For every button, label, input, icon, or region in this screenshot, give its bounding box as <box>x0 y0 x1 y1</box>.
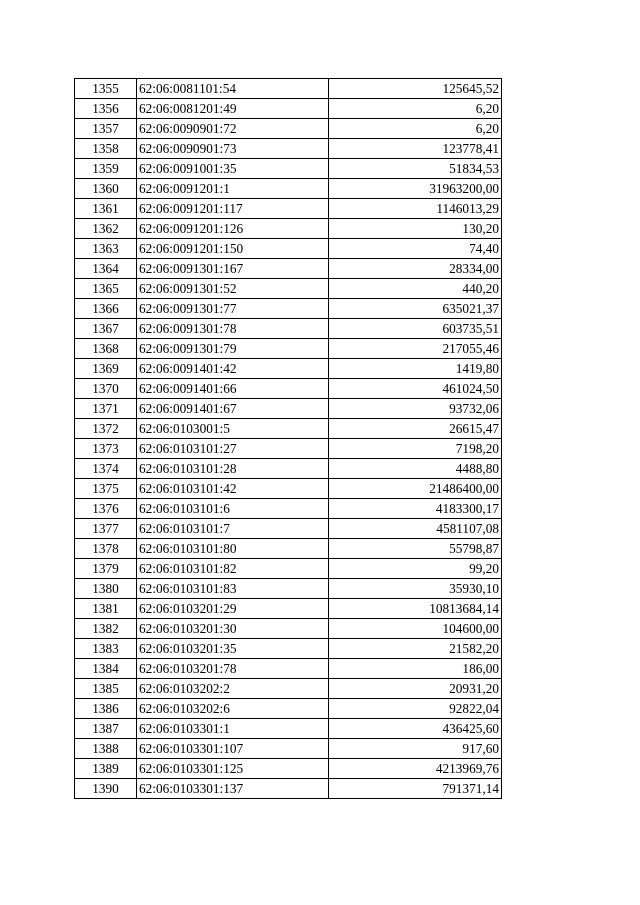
cadastral-number-cell: 62:06:0103301:137 <box>137 779 329 799</box>
table-row <box>75 239 502 259</box>
cadastral-value-cell: 917,60 <box>329 739 502 759</box>
cadastral-value-cell: 104600,00 <box>329 619 502 639</box>
row-number-cell: 1380 <box>75 579 137 599</box>
cadastral-value-cell: 21582,20 <box>329 639 502 659</box>
row-number-cell: 1359 <box>75 159 137 179</box>
table-row <box>75 699 502 719</box>
cadastral-value-cell: 21486400,00 <box>329 479 502 499</box>
row-number-cell: 1381 <box>75 599 137 619</box>
row-number-cell: 1387 <box>75 719 137 739</box>
cadastral-number-cell: 62:06:0103301:1 <box>137 719 329 739</box>
row-number-cell: 1389 <box>75 759 137 779</box>
cadastral-value-cell: 4183300,17 <box>329 499 502 519</box>
row-number-cell: 1386 <box>75 699 137 719</box>
cadastral-number-cell: 62:06:0091401:66 <box>137 379 329 399</box>
row-number-cell: 1360 <box>75 179 137 199</box>
cadastral-value-cell: 440,20 <box>329 279 502 299</box>
cadastral-number-cell: 62:06:0103101:83 <box>137 579 329 599</box>
row-number-cell: 1390 <box>75 779 137 799</box>
cadastral-value-cell: 4488,80 <box>329 459 502 479</box>
table-row <box>75 339 502 359</box>
table-row <box>75 459 502 479</box>
cadastral-value-cell: 603735,51 <box>329 319 502 339</box>
table-row <box>75 759 502 779</box>
cadastral-value-cell: 51834,53 <box>329 159 502 179</box>
cadastral-number-cell: 62:06:0103001:5 <box>137 419 329 439</box>
row-number-cell: 1358 <box>75 139 137 159</box>
cadastral-value-cell: 1419,80 <box>329 359 502 379</box>
document-page <box>74 78 501 799</box>
cadastral-value-cell: 1146013,29 <box>329 199 502 219</box>
cadastral-value-cell: 130,20 <box>329 219 502 239</box>
cadastral-number-cell: 62:06:0103202:6 <box>137 699 329 719</box>
cadastral-number-cell: 62:06:0103101:82 <box>137 559 329 579</box>
table-row <box>75 179 502 199</box>
row-number-cell: 1365 <box>75 279 137 299</box>
cadastral-value-cell: 99,20 <box>329 559 502 579</box>
row-number-cell: 1355 <box>75 79 137 99</box>
cadastral-value-cell: 93732,06 <box>329 399 502 419</box>
row-number-cell: 1362 <box>75 219 137 239</box>
table-row <box>75 359 502 379</box>
cadastral-number-cell: 62:06:0091301:78 <box>137 319 329 339</box>
table-row <box>75 439 502 459</box>
table-row <box>75 739 502 759</box>
cadastral-value-cell: 461024,50 <box>329 379 502 399</box>
cadastral-value-cell: 123778,41 <box>329 139 502 159</box>
cadastral-value-cell: 10813684,14 <box>329 599 502 619</box>
cadastral-number-cell: 62:06:0103201:30 <box>137 619 329 639</box>
table-row <box>75 639 502 659</box>
row-number-cell: 1369 <box>75 359 137 379</box>
cadastral-number-cell: 62:06:0091401:67 <box>137 399 329 419</box>
cadastral-value-cell: 4213969,76 <box>329 759 502 779</box>
cadastral-number-cell: 62:06:0103101:6 <box>137 499 329 519</box>
table-row <box>75 79 502 99</box>
cadastral-number-cell: 62:06:0103201:78 <box>137 659 329 679</box>
row-number-cell: 1375 <box>75 479 137 499</box>
cadastral-number-cell: 62:06:0103101:28 <box>137 459 329 479</box>
cadastral-number-cell: 62:06:0091201:1 <box>137 179 329 199</box>
table-row <box>75 139 502 159</box>
cadastral-value-cell: 74,40 <box>329 239 502 259</box>
table-row <box>75 159 502 179</box>
table-row <box>75 319 502 339</box>
cadastral-number-cell: 62:06:0091301:52 <box>137 279 329 299</box>
table-row <box>75 579 502 599</box>
row-number-cell: 1384 <box>75 659 137 679</box>
row-number-cell: 1383 <box>75 639 137 659</box>
cadastral-value-cell: 436425,60 <box>329 719 502 739</box>
cadastral-value-cell: 6,20 <box>329 119 502 139</box>
cadastral-number-cell: 62:06:0091401:42 <box>137 359 329 379</box>
cadastral-number-cell: 62:06:0103101:80 <box>137 539 329 559</box>
table-row <box>75 619 502 639</box>
row-number-cell: 1368 <box>75 339 137 359</box>
cadastral-number-cell: 62:06:0103301:107 <box>137 739 329 759</box>
table-row <box>75 779 502 799</box>
cadastral-value-cell: 92822,04 <box>329 699 502 719</box>
cadastral-value-cell: 55798,87 <box>329 539 502 559</box>
row-number-cell: 1371 <box>75 399 137 419</box>
cadastral-value-cell: 186,00 <box>329 659 502 679</box>
cadastral-value-cell: 125645,52 <box>329 79 502 99</box>
table-row <box>75 499 502 519</box>
row-number-cell: 1385 <box>75 679 137 699</box>
cadastral-number-cell: 62:06:0103101:27 <box>137 439 329 459</box>
cadastral-number-cell: 62:06:0103202:2 <box>137 679 329 699</box>
table-row <box>75 679 502 699</box>
row-number-cell: 1378 <box>75 539 137 559</box>
row-number-cell: 1379 <box>75 559 137 579</box>
table-row <box>75 119 502 139</box>
cadastral-value-cell: 31963200,00 <box>329 179 502 199</box>
row-number-cell: 1388 <box>75 739 137 759</box>
table-row <box>75 479 502 499</box>
table-row <box>75 419 502 439</box>
row-number-cell: 1356 <box>75 99 137 119</box>
cadastral-number-cell: 62:06:0091301:77 <box>137 299 329 319</box>
cadastral-number-cell: 62:06:0103301:125 <box>137 759 329 779</box>
cadastral-number-cell: 62:06:0091201:126 <box>137 219 329 239</box>
table-row <box>75 379 502 399</box>
table-body <box>75 79 502 799</box>
cadastral-number-cell: 62:06:0091201:150 <box>137 239 329 259</box>
row-number-cell: 1370 <box>75 379 137 399</box>
row-number-cell: 1364 <box>75 259 137 279</box>
table-row <box>75 99 502 119</box>
cadastral-value-cell: 26615,47 <box>329 419 502 439</box>
table-row <box>75 659 502 679</box>
cadastral-number-cell: 62:06:0103101:7 <box>137 519 329 539</box>
row-number-cell: 1367 <box>75 319 137 339</box>
cadastral-value-cell: 7198,20 <box>329 439 502 459</box>
cadastral-value-cell: 217055,46 <box>329 339 502 359</box>
table-row <box>75 399 502 419</box>
table-row <box>75 539 502 559</box>
cadastral-number-cell: 62:06:0091201:117 <box>137 199 329 219</box>
cadastral-value-cell: 35930,10 <box>329 579 502 599</box>
row-number-cell: 1357 <box>75 119 137 139</box>
cadastral-number-cell: 62:06:0090901:73 <box>137 139 329 159</box>
cadastral-value-cell: 6,20 <box>329 99 502 119</box>
row-number-cell: 1361 <box>75 199 137 219</box>
table-row <box>75 599 502 619</box>
cadastral-value-table <box>74 78 502 799</box>
row-number-cell: 1376 <box>75 499 137 519</box>
cadastral-number-cell: 62:06:0091301:167 <box>137 259 329 279</box>
row-number-cell: 1366 <box>75 299 137 319</box>
table-row <box>75 259 502 279</box>
cadastral-number-cell: 62:06:0090901:72 <box>137 119 329 139</box>
cadastral-number-cell: 62:06:0103201:35 <box>137 639 329 659</box>
row-number-cell: 1372 <box>75 419 137 439</box>
cadastral-value-cell: 4581107,08 <box>329 519 502 539</box>
table-row <box>75 219 502 239</box>
row-number-cell: 1374 <box>75 459 137 479</box>
cadastral-value-cell: 635021,37 <box>329 299 502 319</box>
cadastral-number-cell: 62:06:0081201:49 <box>137 99 329 119</box>
cadastral-number-cell: 62:06:0103201:29 <box>137 599 329 619</box>
cadastral-value-cell: 20931,20 <box>329 679 502 699</box>
cadastral-number-cell: 62:06:0103101:42 <box>137 479 329 499</box>
cadastral-value-cell: 28334,00 <box>329 259 502 279</box>
row-number-cell: 1377 <box>75 519 137 539</box>
row-number-cell: 1363 <box>75 239 137 259</box>
table-row <box>75 279 502 299</box>
row-number-cell: 1373 <box>75 439 137 459</box>
table-row <box>75 299 502 319</box>
table-row <box>75 559 502 579</box>
row-number-cell: 1382 <box>75 619 137 639</box>
cadastral-number-cell: 62:06:0081101:54 <box>137 79 329 99</box>
table-row <box>75 199 502 219</box>
cadastral-number-cell: 62:06:0091301:79 <box>137 339 329 359</box>
table-row <box>75 719 502 739</box>
cadastral-value-cell: 791371,14 <box>329 779 502 799</box>
table-row <box>75 519 502 539</box>
cadastral-number-cell: 62:06:0091001:35 <box>137 159 329 179</box>
